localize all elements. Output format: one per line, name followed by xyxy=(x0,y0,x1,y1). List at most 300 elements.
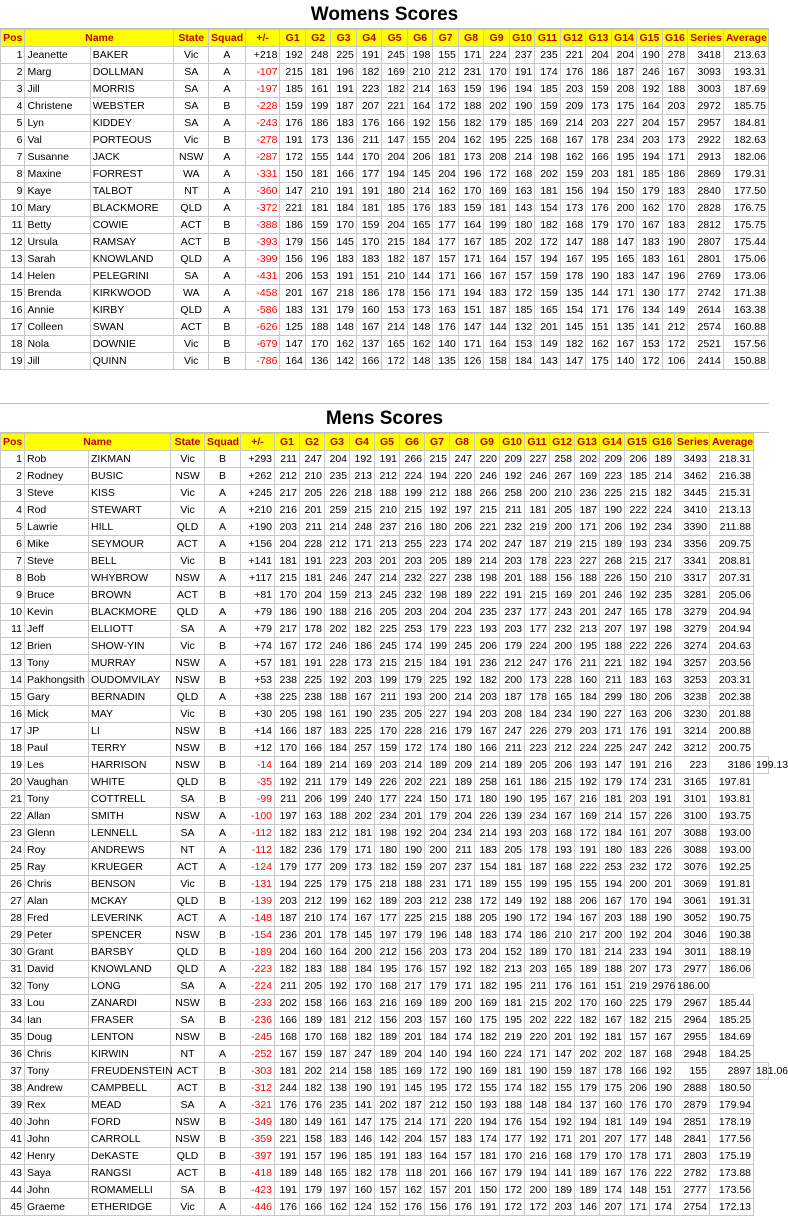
table-cell: 212 xyxy=(662,319,687,336)
table-row xyxy=(1,910,769,927)
table-cell: 223 xyxy=(425,536,450,553)
table-cell: 162 xyxy=(407,336,432,353)
table-cell: A xyxy=(209,268,246,285)
table-cell: 170 xyxy=(356,149,381,166)
table-cell: A xyxy=(209,47,246,64)
table-cell: 182 xyxy=(625,655,650,672)
table-cell: QLD xyxy=(171,893,205,910)
table-cell: 193 xyxy=(625,536,650,553)
table-cell: 171 xyxy=(450,791,475,808)
table-cell: Vic xyxy=(171,553,205,570)
table-cell: -14 xyxy=(241,757,275,774)
table-cell: 188 xyxy=(500,1097,525,1114)
table-row xyxy=(1,1131,769,1148)
table-cell: 205.06 xyxy=(710,587,754,604)
table-cell: 191 xyxy=(575,842,600,859)
table-cell: 3101 xyxy=(675,791,710,808)
table-cell: NSW xyxy=(171,927,205,944)
column-header: G2 xyxy=(300,434,325,451)
table-cell: -189 xyxy=(241,944,275,961)
table-cell: 232 xyxy=(550,621,575,638)
table-cell: 195 xyxy=(375,961,400,978)
table-cell: 210 xyxy=(550,485,575,502)
table-cell: 182 xyxy=(575,1012,600,1029)
table-cell: -112 xyxy=(241,842,275,859)
table-cell: 186.06 xyxy=(710,961,754,978)
table-cell: 204 xyxy=(325,451,350,468)
table-cell: 155 xyxy=(305,149,330,166)
table-cell: 218 xyxy=(375,876,400,893)
table-cell: 215 xyxy=(625,553,650,570)
table-cell: A xyxy=(209,183,246,200)
table-cell: 175.44 xyxy=(723,234,768,251)
table-cell: 157 xyxy=(375,1182,400,1199)
table-cell: 168 xyxy=(375,978,400,995)
table-row xyxy=(1,132,769,149)
table-cell: 8 xyxy=(1,570,25,587)
table-cell: 203 xyxy=(625,791,650,808)
table-cell: 224 xyxy=(400,468,425,485)
table-cell: 160 xyxy=(300,944,325,961)
table-cell: 226 xyxy=(375,774,400,791)
table-cell: 211 xyxy=(500,740,525,757)
table-cell: 174 xyxy=(425,740,450,757)
table-cell: 2897 xyxy=(710,1063,754,1080)
table-cell: 175.75 xyxy=(723,217,768,234)
table-cell: 203 xyxy=(475,706,500,723)
table-cell: A xyxy=(205,825,241,842)
table-row xyxy=(1,791,769,808)
table-cell: 184 xyxy=(407,234,432,251)
table-cell: QLD xyxy=(171,961,205,978)
table-cell: 172 xyxy=(475,893,500,910)
table-cell: 156 xyxy=(305,234,330,251)
table-cell: 118 xyxy=(400,1165,425,1182)
table-cell: 215 xyxy=(525,995,550,1012)
table-row xyxy=(1,978,769,995)
table-cell: Doug xyxy=(25,1029,89,1046)
table-cell: 165 xyxy=(625,604,650,621)
womens-title: Womens Scores xyxy=(0,0,769,29)
table-cell: A xyxy=(205,859,241,876)
table-cell: -148 xyxy=(241,910,275,927)
table-cell: 194 xyxy=(425,468,450,485)
table-cell: 246 xyxy=(525,468,550,485)
table-cell: 190 xyxy=(300,604,325,621)
table-cell: 39 xyxy=(1,1097,25,1114)
table-cell: 196 xyxy=(662,268,687,285)
table-cell: 183 xyxy=(300,825,325,842)
table-cell: 175 xyxy=(350,876,375,893)
table-cell: 13 xyxy=(1,251,25,268)
table-cell: 214 xyxy=(509,149,534,166)
table-cell: 157 xyxy=(433,251,458,268)
table-cell: 176 xyxy=(275,1097,300,1114)
column-header: Series xyxy=(688,30,724,47)
table-cell: 238 xyxy=(275,672,300,689)
table-cell: 245 xyxy=(382,47,407,64)
table-cell: 212 xyxy=(500,655,525,672)
table-cell: -331 xyxy=(245,166,280,183)
table-cell: 174 xyxy=(600,1182,625,1199)
table-cell: 192 xyxy=(350,451,375,468)
table-cell: SA xyxy=(171,978,205,995)
table-cell: OUDOMVILAY xyxy=(89,672,171,689)
table-cell: 188 xyxy=(450,485,475,502)
table-cell: 3274 xyxy=(675,638,710,655)
table-cell: 181 xyxy=(275,553,300,570)
table-cell: 140 xyxy=(611,353,636,370)
table-cell: 178 xyxy=(525,553,550,570)
table-cell: 141 xyxy=(550,1165,575,1182)
table-cell: -321 xyxy=(241,1097,275,1114)
table-cell: A xyxy=(205,961,241,978)
table-cell: 187 xyxy=(575,1063,600,1080)
table-cell: 225 xyxy=(331,47,356,64)
table-cell: WEBSTER xyxy=(90,98,174,115)
table-cell: 6 xyxy=(1,132,25,149)
table-cell: ACT xyxy=(171,910,205,927)
table-cell: 162 xyxy=(433,183,458,200)
table-cell: 179 xyxy=(484,115,509,132)
table-cell: 155 xyxy=(575,876,600,893)
table-cell: 202 xyxy=(484,98,509,115)
table-cell: -393 xyxy=(245,234,280,251)
table-cell: -458 xyxy=(245,285,280,302)
table-cell: 186 xyxy=(525,927,550,944)
table-cell: 169 xyxy=(575,808,600,825)
table-cell: 159 xyxy=(325,587,350,604)
table-cell: 148 xyxy=(450,927,475,944)
table-cell: 184 xyxy=(331,200,356,217)
table-cell: KRUEGER xyxy=(89,859,171,876)
table-cell: +117 xyxy=(241,570,275,587)
table-cell: 213 xyxy=(350,468,375,485)
table-row xyxy=(1,251,769,268)
table-cell: 147 xyxy=(550,1046,575,1063)
table-cell: 177 xyxy=(356,166,381,183)
table-cell: 190 xyxy=(350,1080,375,1097)
table-cell: 177 xyxy=(662,285,687,302)
table-cell: SA xyxy=(174,98,209,115)
table-cell: LEVERINK xyxy=(89,910,171,927)
table-cell: 182 xyxy=(275,825,300,842)
table-cell: 192 xyxy=(425,502,450,519)
table-cell: 157 xyxy=(625,808,650,825)
table-cell: RAMSAY xyxy=(90,234,174,251)
table-cell: 268 xyxy=(600,553,625,570)
table-cell: 177 xyxy=(525,604,550,621)
table-cell: -786 xyxy=(245,353,280,370)
table-row xyxy=(1,706,769,723)
table-row xyxy=(1,961,769,978)
table-cell: 215 xyxy=(400,502,425,519)
table-cell: 181 xyxy=(433,149,458,166)
table-cell: 225 xyxy=(509,132,534,149)
column-header: Name xyxy=(25,30,174,47)
table-cell: 156 xyxy=(433,115,458,132)
table-cell: TALBOT xyxy=(90,183,174,200)
table-cell: Vic xyxy=(171,502,205,519)
table-cell: 3 xyxy=(1,485,25,502)
table-cell: 157 xyxy=(425,1012,450,1029)
table-cell: 181 xyxy=(535,183,560,200)
table-cell: STEWART xyxy=(89,502,171,519)
table-cell: BELL xyxy=(89,553,171,570)
table-cell: 19 xyxy=(1,353,25,370)
table-cell: 246 xyxy=(600,587,625,604)
table-cell: 158 xyxy=(484,353,509,370)
table-cell: 209.75 xyxy=(710,536,754,553)
table-cell: 159 xyxy=(458,200,483,217)
mens-title: Mens Scores xyxy=(0,404,769,433)
table-cell: 3445 xyxy=(675,485,710,502)
table-cell: 161 xyxy=(500,774,525,791)
table-cell: 158 xyxy=(300,995,325,1012)
table-cell: 188 xyxy=(575,570,600,587)
table-cell: 202 xyxy=(400,774,425,791)
table-cell: 210 xyxy=(407,64,432,81)
table-cell: 2913 xyxy=(688,149,724,166)
table-cell: 159 xyxy=(400,859,425,876)
table-cell: Mike xyxy=(25,536,89,553)
table-cell: 187 xyxy=(331,98,356,115)
table-cell: -245 xyxy=(241,1029,275,1046)
table-cell: 201 xyxy=(375,553,400,570)
table-cell: 191 xyxy=(625,757,650,774)
table-cell: 131 xyxy=(305,302,330,319)
table-cell: 161 xyxy=(662,251,687,268)
table-cell: 246 xyxy=(637,64,662,81)
table-cell: 137 xyxy=(356,336,381,353)
table-cell: 183 xyxy=(484,285,509,302)
table-row xyxy=(1,1114,769,1131)
table-cell: 217 xyxy=(650,553,675,570)
table-cell: Vic xyxy=(171,485,205,502)
table-cell: 193.81 xyxy=(710,791,754,808)
table-cell: 200.88 xyxy=(710,723,754,740)
table-cell: A xyxy=(209,200,246,217)
table-cell: 149 xyxy=(535,336,560,353)
table-cell: 198 xyxy=(425,587,450,604)
table-cell: 203 xyxy=(425,944,450,961)
table-cell: 202 xyxy=(350,808,375,825)
table-cell: SA xyxy=(171,791,205,808)
table-cell: 182 xyxy=(535,217,560,234)
table-row xyxy=(1,200,769,217)
column-header: G13 xyxy=(586,30,611,47)
table-cell: 172 xyxy=(650,859,675,876)
table-cell: 201 xyxy=(300,927,325,944)
table-cell: B xyxy=(205,1148,241,1165)
table-cell: 145 xyxy=(331,234,356,251)
table-cell: Lawrie xyxy=(25,519,89,536)
table-cell: 164 xyxy=(425,1148,450,1165)
table-cell: 27 xyxy=(1,893,25,910)
table-cell: 212 xyxy=(433,64,458,81)
table-cell: A xyxy=(205,1097,241,1114)
table-cell: -397 xyxy=(241,1148,275,1165)
table-cell: 204 xyxy=(275,944,300,961)
table-cell: 170 xyxy=(300,1029,325,1046)
table-cell: Kevin xyxy=(25,604,89,621)
table-cell: A xyxy=(205,1046,241,1063)
table-cell: 160 xyxy=(356,302,381,319)
table-cell: 36 xyxy=(1,1046,25,1063)
table-cell: 242 xyxy=(650,740,675,757)
table-cell: 216 xyxy=(375,995,400,1012)
table-cell: 184.25 xyxy=(710,1046,754,1063)
table-row xyxy=(1,808,769,825)
table-cell: 140 xyxy=(433,336,458,353)
table-cell: -388 xyxy=(245,217,280,234)
table-cell: Tony xyxy=(25,791,89,808)
table-cell: A xyxy=(205,655,241,672)
table-cell: 37 xyxy=(1,1063,25,1080)
table-cell: 210 xyxy=(300,468,325,485)
table-cell: JP xyxy=(25,723,89,740)
table-cell: 148 xyxy=(525,1097,550,1114)
table-cell: 209 xyxy=(560,98,585,115)
column-header: G9 xyxy=(484,30,509,47)
table-cell: 189 xyxy=(575,1165,600,1182)
table-cell: 169 xyxy=(382,64,407,81)
table-cell: 16 xyxy=(1,302,25,319)
table-cell: 247 xyxy=(350,1046,375,1063)
table-cell: 176 xyxy=(400,961,425,978)
table-cell: 154 xyxy=(535,200,560,217)
table-cell: 210 xyxy=(382,268,407,285)
table-cell: 30 xyxy=(1,944,25,961)
table-cell: LENTON xyxy=(89,1029,171,1046)
table-cell: 176 xyxy=(550,978,575,995)
table-cell: 177 xyxy=(375,910,400,927)
table-cell: 223 xyxy=(550,553,575,570)
table-cell: 12 xyxy=(1,234,25,251)
table-cell: 164 xyxy=(458,217,483,234)
mens-table xyxy=(0,433,788,1216)
table-cell: ACT xyxy=(171,859,205,876)
table-cell: 212 xyxy=(375,944,400,961)
table-cell: 44 xyxy=(1,1182,25,1199)
table-cell: 197 xyxy=(450,502,475,519)
table-cell: 215 xyxy=(650,1012,675,1029)
table-cell: 192 xyxy=(625,519,650,536)
table-cell: 175 xyxy=(475,1012,500,1029)
table-cell: 174 xyxy=(450,1029,475,1046)
table-cell: 187 xyxy=(625,1046,650,1063)
table-cell: 190 xyxy=(400,842,425,859)
table-cell: 247 xyxy=(300,451,325,468)
table-cell: 215 xyxy=(525,587,550,604)
table-cell: 234 xyxy=(650,536,675,553)
table-cell: 211 xyxy=(525,978,550,995)
table-row xyxy=(1,98,769,115)
table-cell: 213 xyxy=(350,587,375,604)
table-cell: Saya xyxy=(25,1165,89,1182)
table-cell: 191 xyxy=(300,553,325,570)
table-cell: 176 xyxy=(625,723,650,740)
table-cell: 236 xyxy=(475,655,500,672)
table-cell: SPENCER xyxy=(89,927,171,944)
table-cell: 182 xyxy=(475,978,500,995)
table-cell: 162 xyxy=(458,132,483,149)
table-cell: 3257 xyxy=(675,655,710,672)
table-cell: -431 xyxy=(245,268,280,285)
table-cell: 201 xyxy=(650,876,675,893)
table-cell: SWAN xyxy=(90,319,174,336)
table-cell: 150.88 xyxy=(723,353,768,370)
table-cell: 147 xyxy=(637,268,662,285)
table-cell: Vic xyxy=(174,132,209,149)
table-cell: 170 xyxy=(305,336,330,353)
table-cell: 174 xyxy=(500,1080,525,1097)
table-cell: 171 xyxy=(350,842,375,859)
table-cell: 188 xyxy=(375,485,400,502)
table-cell: 219 xyxy=(550,536,575,553)
table-cell: 33 xyxy=(1,995,25,1012)
table-cell: WA xyxy=(174,166,209,183)
table-cell: 195 xyxy=(611,149,636,166)
table-cell: 181 xyxy=(275,655,300,672)
table-cell: Allan xyxy=(25,808,89,825)
table-cell: 182 xyxy=(356,64,381,81)
column-header: G15 xyxy=(625,434,650,451)
table-cell: 189 xyxy=(600,536,625,553)
table-row xyxy=(1,353,769,370)
table-cell: 218 xyxy=(331,285,356,302)
table-cell: 173 xyxy=(650,961,675,978)
table-cell: 151 xyxy=(356,268,381,285)
table-cell: 227 xyxy=(600,706,625,723)
table-cell: 202 xyxy=(575,451,600,468)
table-cell: 247 xyxy=(525,655,550,672)
table-cell: A xyxy=(209,115,246,132)
table-cell: 147 xyxy=(280,183,305,200)
table-cell: 198 xyxy=(407,47,432,64)
table-cell: 211 xyxy=(450,842,475,859)
table-cell: 181 xyxy=(356,200,381,217)
table-cell: 205 xyxy=(500,842,525,859)
table-cell: 2812 xyxy=(688,217,724,234)
table-cell: 189 xyxy=(450,587,475,604)
table-cell: 216 xyxy=(400,519,425,536)
column-header: G4 xyxy=(356,30,381,47)
table-cell: +81 xyxy=(241,587,275,604)
column-header: G8 xyxy=(450,434,475,451)
table-cell: 3076 xyxy=(675,859,710,876)
table-cell: 186 xyxy=(275,604,300,621)
table-cell: 201 xyxy=(400,1029,425,1046)
table-cell: 216.38 xyxy=(710,468,754,485)
table-cell: 170 xyxy=(575,995,600,1012)
table-cell: 253 xyxy=(400,621,425,638)
table-cell: 175 xyxy=(586,353,611,370)
table-cell: 200 xyxy=(425,842,450,859)
table-cell: ACT xyxy=(171,536,205,553)
table-cell: 164 xyxy=(637,98,662,115)
table-row xyxy=(1,64,769,81)
table-cell: 106 xyxy=(662,353,687,370)
table-cell: 209 xyxy=(600,451,625,468)
table-cell: 171 xyxy=(458,336,483,353)
table-cell: 204.94 xyxy=(710,604,754,621)
table-cell: ACT xyxy=(171,1063,205,1080)
table-cell: 228 xyxy=(400,723,425,740)
table-cell: Gary xyxy=(25,689,89,706)
table-cell: 222 xyxy=(550,1012,575,1029)
table-cell: 4 xyxy=(1,502,25,519)
